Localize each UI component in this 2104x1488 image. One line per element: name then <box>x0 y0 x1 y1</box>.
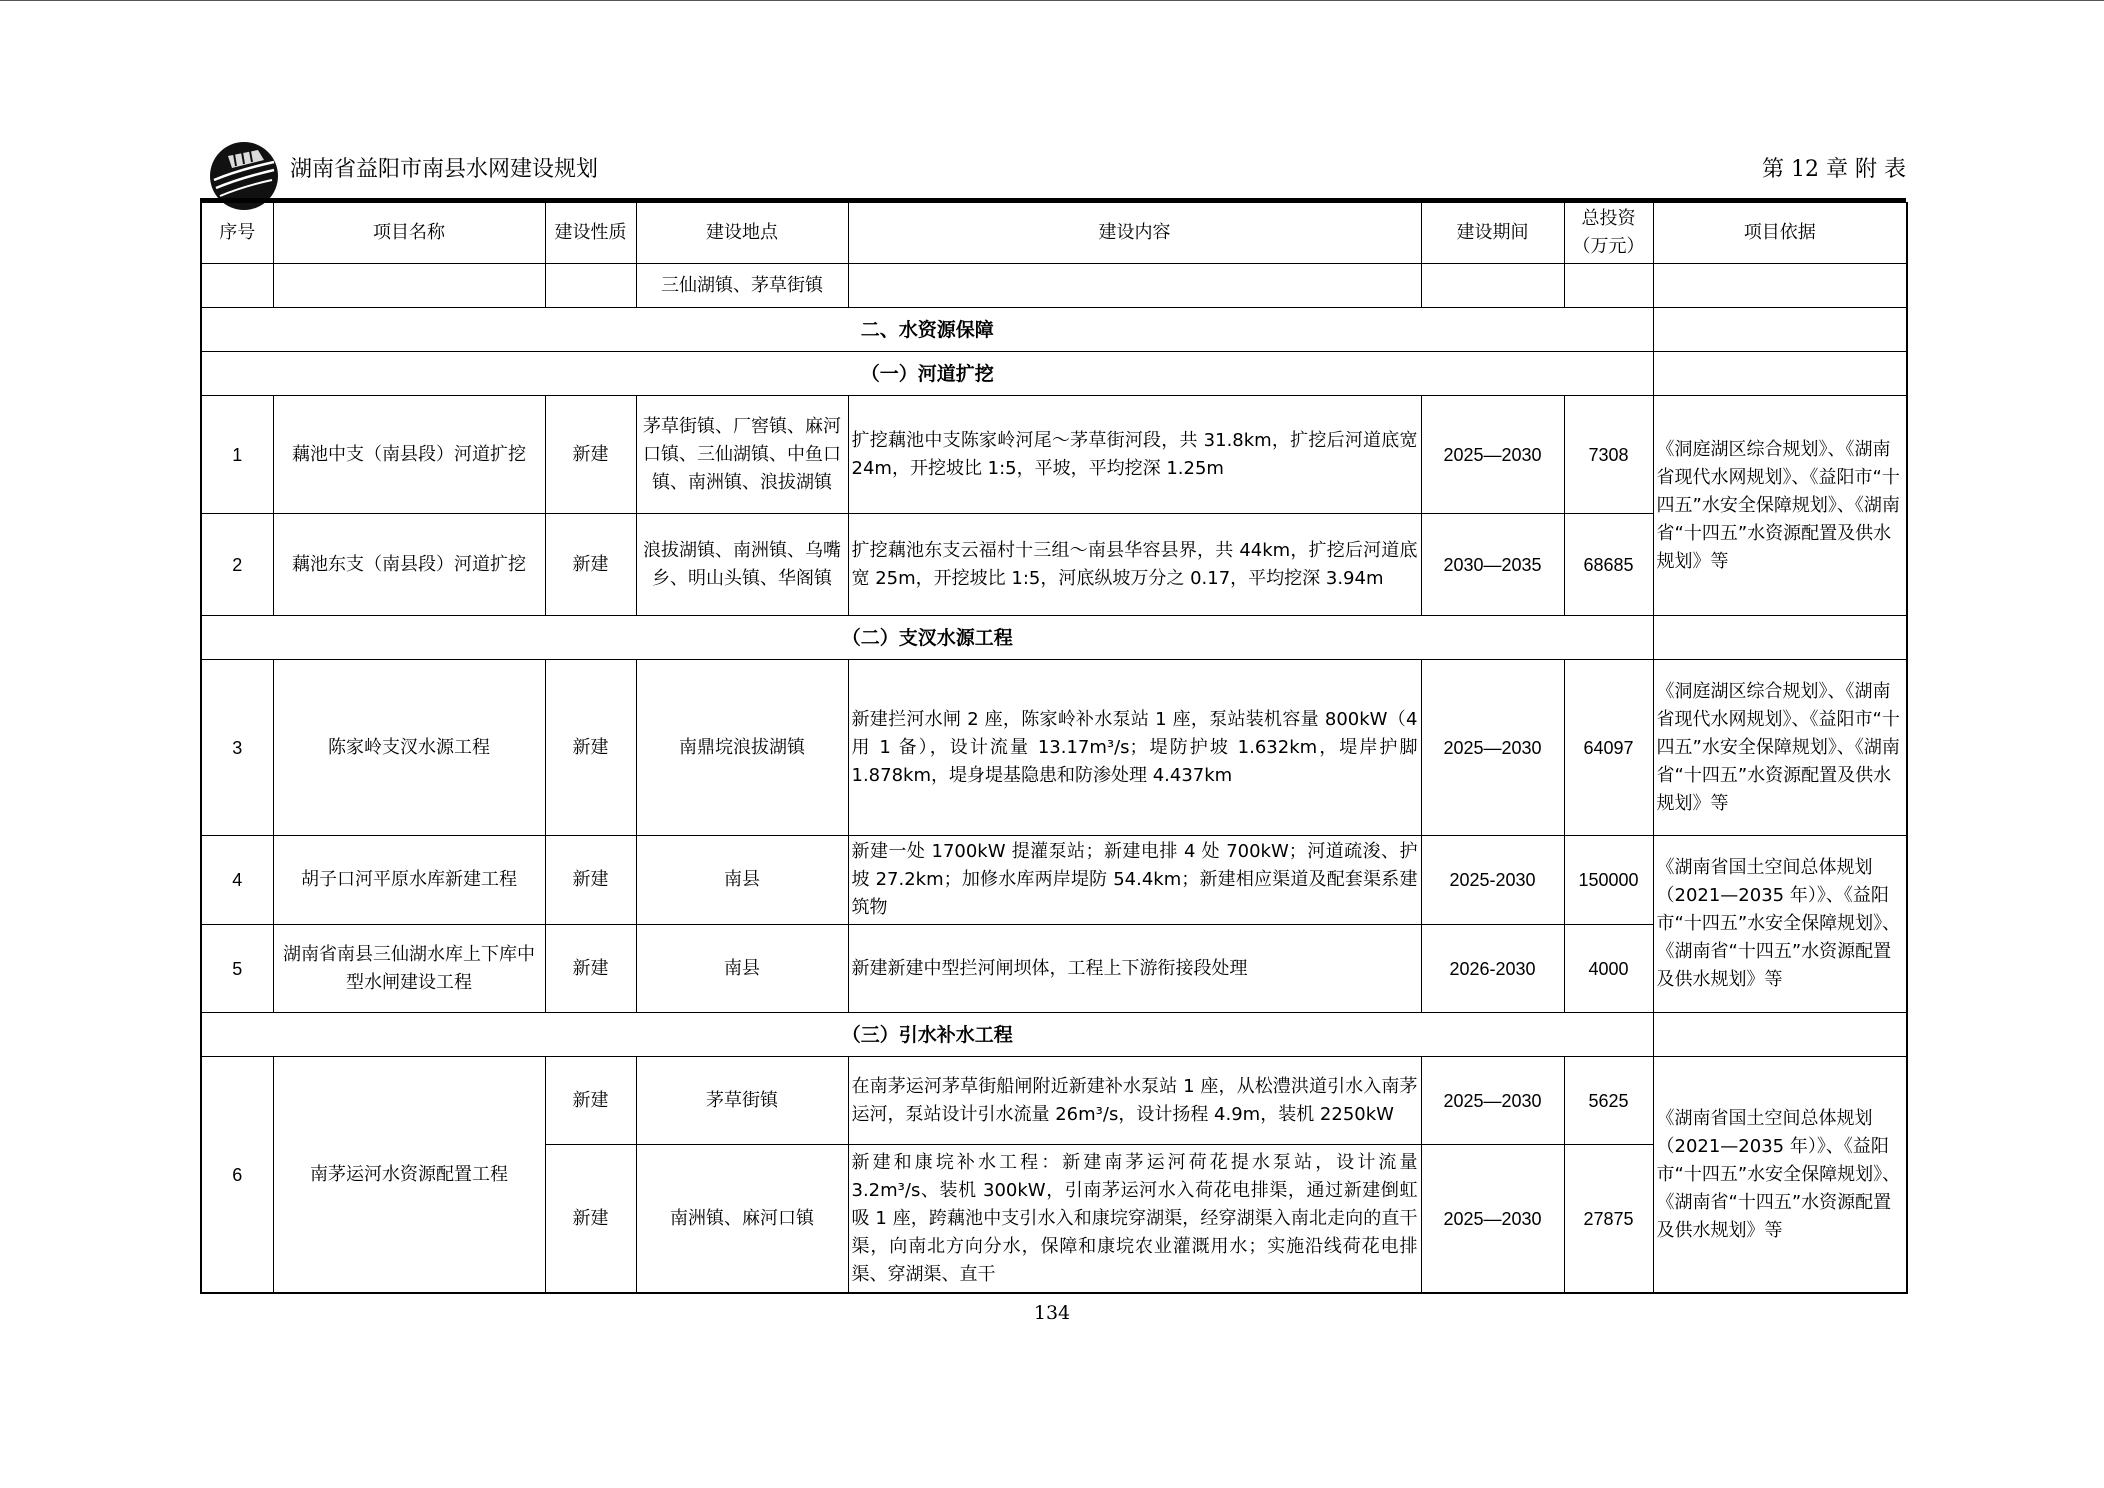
basis-cell: 《洞庭湖区综合规划》、《湖南省现代水网规划》、《益阳市“十四五”水安全保障规划》、《湖南省“十四五”水资源配置及供水规划》等 <box>1653 660 1907 836</box>
invest-cell: 64097 <box>1564 660 1653 836</box>
page-top-border <box>0 0 2104 1</box>
name-cell: 湖南省南县三仙湖水库上下库中型水闸建设工程 <box>273 925 545 1013</box>
col-header-period: 建设期间 <box>1421 203 1564 264</box>
subsection-heading: （三）引水补水工程 <box>201 1013 1653 1057</box>
table-row <box>201 1057 1907 1145</box>
invest-cell: 68685 <box>1564 514 1653 616</box>
nature-cell: 新建 <box>545 514 636 616</box>
location-cell: 南洲镇、麻河口镇 <box>636 1145 848 1293</box>
location-cell: 茅草街镇、厂窖镇、麻河口镇、三仙湖镇、中鱼口镇、南洲镇、浪拔湖镇 <box>636 396 848 514</box>
table-row <box>201 836 1907 925</box>
col-header-seq: 序号 <box>201 203 273 264</box>
period-cell: 2030—2035 <box>1421 514 1564 616</box>
invest-cell: 7308 <box>1564 396 1653 514</box>
nature-cell: 新建 <box>545 1145 636 1293</box>
table-header-row <box>201 203 1907 264</box>
table-row <box>201 514 1907 616</box>
basis-cell: 《湖南省国土空间总体规划（2021—2035 年）》、《益阳市“十四五”水安全保障规划》、《湖南省“十四五”水资源配置及供水规划》等 <box>1653 1057 1907 1293</box>
nature-cell: 新建 <box>545 660 636 836</box>
content-cell: 扩挖藕池东支云福村十三组～南县华容县界，共 44km，扩挖后河道底宽 25m，开挖坡比 1:5，河底纵坡万分之 0.17，平均挖深 3.94m <box>848 514 1421 616</box>
name-cell: 藕池东支（南县段）河道扩挖 <box>273 514 545 616</box>
nature-cell: 新建 <box>545 836 636 925</box>
location-cell: 茅草街镇 <box>636 1057 848 1145</box>
col-header-name: 项目名称 <box>273 203 545 264</box>
content-cell: 新建拦河水闸 2 座，陈家岭补水泵站 1 座，泵站装机容量 800kW（4 用 1 备），设计流量 13.17m³/s；堤防护坡 1.632km，堤岸护脚 1.878km，堤身堤基隐患和防渗处理 4.437km <box>848 660 1421 836</box>
seq-cell: 1 <box>201 396 273 514</box>
chapter-label: 第 12 章 附 表 <box>1762 157 1906 182</box>
page-number: 134 <box>1033 1302 1071 1324</box>
location-cell: 南县 <box>636 836 848 925</box>
seq-cell: 2 <box>201 514 273 616</box>
col-header-basis: 项目依据 <box>1653 203 1907 264</box>
table-row <box>201 925 1907 1013</box>
section-heading: 二、水资源保障 <box>201 308 1653 352</box>
section-row <box>201 308 1907 352</box>
content-cell: 扩挖藕池中支陈家岭河尾～茅草街河段，共 31.8km，扩挖后河道底宽 24m，开挖坡比 1:5，平坡，平均挖深 1.25m <box>848 396 1421 514</box>
content-cell: 新建一处 1700kW 提灌泵站；新建电排 4 处 700kW；河道疏浚、护坡 27.2km；加修水库两岸堤防 54.4km；新建相应渠道及配套渠系建筑物 <box>848 836 1421 925</box>
subsection-row <box>201 616 1907 660</box>
location-cell: 南县 <box>636 925 848 1013</box>
nature-cell: 新建 <box>545 396 636 514</box>
period-cell: 2026-2030 <box>1421 925 1564 1013</box>
nature-cell: 新建 <box>545 925 636 1013</box>
invest-cell: 150000 <box>1564 836 1653 925</box>
period-cell: 2025—2030 <box>1421 396 1564 514</box>
invest-cell: 27875 <box>1564 1145 1653 1293</box>
invest-cell: 5625 <box>1564 1057 1653 1145</box>
page-header <box>200 140 1906 202</box>
content-cell: 新建新建中型拦河闸坝体，工程上下游衔接段处理 <box>848 925 1421 1013</box>
project-table <box>200 202 1908 1294</box>
col-header-content: 建设内容 <box>848 203 1421 264</box>
col-header-nature: 建设性质 <box>545 203 636 264</box>
content-cell: 在南茅运河茅草街船闸附近新建补水泵站 1 座，从松澧洪道引水入南茅运河，泵站设计引水流量 26m³/s，设计扬程 4.9m，装机 2250kW <box>848 1057 1421 1145</box>
seq-cell: 5 <box>201 925 273 1013</box>
location-cell: 浪拔湖镇、南洲镇、乌嘴乡、明山头镇、华阁镇 <box>636 514 848 616</box>
subsection-row <box>201 1013 1907 1057</box>
location-cell: 南鼎垸浪拔湖镇 <box>636 660 848 836</box>
col-header-invest: 总投资（万元） <box>1564 203 1653 264</box>
subsection-heading: （一）河道扩挖 <box>201 352 1653 396</box>
period-cell: 2025—2030 <box>1421 660 1564 836</box>
basis-cell: 《洞庭湖区综合规划》、《湖南省现代水网规划》、《益阳市“十四五”水安全保障规划》、《湖南省“十四五”水资源配置及供水规划》等 <box>1653 396 1907 616</box>
name-cell: 藕池中支（南县段）河道扩挖 <box>273 396 545 514</box>
name-cell: 南茅运河水资源配置工程 <box>273 1057 545 1293</box>
subsection-heading: （二）支汊水源工程 <box>201 616 1653 660</box>
table-row <box>201 264 1907 308</box>
seq-cell: 4 <box>201 836 273 925</box>
period-cell: 2025—2030 <box>1421 1057 1564 1145</box>
period-cell: 2025-2030 <box>1421 836 1564 925</box>
col-header-location: 建设地点 <box>636 203 848 264</box>
location-cell: 三仙湖镇、茅草街镇 <box>636 264 848 308</box>
document-title: 湖南省益阳市南县水网建设规划 <box>290 157 599 182</box>
nature-cell: 新建 <box>545 1057 636 1145</box>
table-row <box>201 396 1907 514</box>
seq-cell: 6 <box>201 1057 273 1293</box>
basis-cell: 《湖南省国土空间总体规划（2021—2035 年）》、《益阳市“十四五”水安全保障规划》、《湖南省“十四五”水资源配置及供水规划》等 <box>1653 836 1907 1013</box>
subsection-row <box>201 352 1907 396</box>
table-row <box>201 660 1907 836</box>
content-cell: 新建和康垸补水工程：新建南茅运河荷花提水泵站，设计流量 3.2m³/s、装机 300kW，引南茅运河水入荷花电排渠，通过新建倒虹吸 1 座，跨藕池中支引水入和康垸穿湖渠，经穿湖渠入南北走向的直干渠，向南北方向分水，保障和康垸农业灌溉用水；实施沿线荷花电排渠、穿湖渠、直干 <box>848 1145 1421 1293</box>
name-cell: 胡子口河平原水库新建工程 <box>273 836 545 925</box>
seq-cell: 3 <box>201 660 273 836</box>
name-cell: 陈家岭支汊水源工程 <box>273 660 545 836</box>
period-cell: 2025—2030 <box>1421 1145 1564 1293</box>
invest-cell: 4000 <box>1564 925 1653 1013</box>
